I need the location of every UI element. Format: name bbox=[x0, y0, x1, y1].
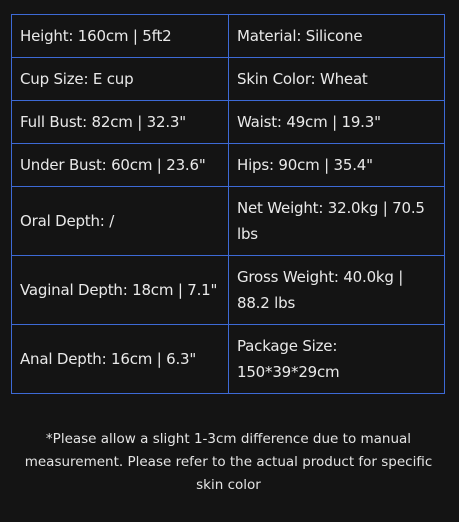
spec-row-oral bbox=[12, 187, 445, 256]
spec-full-bust: Full Bust: 82cm | 32.3" bbox=[12, 101, 229, 144]
spec-net-weight: Net Weight: 32.0kg | 70.5 lbs bbox=[229, 187, 445, 256]
spec-hips: Hips: 90cm | 35.4" bbox=[229, 144, 445, 187]
spec-row-height bbox=[12, 15, 445, 58]
spec-row-under-bust bbox=[12, 144, 445, 187]
spec-package-size: Package Size: 150*39*29cm bbox=[229, 325, 445, 394]
measurement-disclaimer: *Please allow a slight 1-3cm difference due to manual measurement. Please refer to the actual product for specific skin color bbox=[24, 431, 433, 493]
spec-skin-color: Skin Color: Wheat bbox=[229, 58, 445, 101]
specs-table bbox=[11, 14, 445, 394]
spec-oral-depth: Oral Depth: / bbox=[12, 187, 229, 256]
spec-row-bust bbox=[12, 101, 445, 144]
spec-vaginal-depth: Vaginal Depth: 18cm | 7.1" bbox=[12, 256, 229, 325]
spec-cup-size: Cup Size: E cup bbox=[12, 58, 229, 101]
spec-material: Material: Silicone bbox=[229, 15, 445, 58]
spec-under-bust: Under Bust: 60cm | 23.6" bbox=[12, 144, 229, 187]
spec-gross-weight: Gross Weight: 40.0kg | 88.2 lbs bbox=[229, 256, 445, 325]
spec-row-vaginal bbox=[12, 256, 445, 325]
spec-waist: Waist: 49cm | 19.3" bbox=[229, 101, 445, 144]
spec-height: Height: 160cm | 5ft2 bbox=[12, 15, 229, 58]
spec-anal-depth: Anal Depth: 16cm | 6.3" bbox=[12, 325, 229, 394]
spec-row-cup bbox=[12, 58, 445, 101]
spec-row-anal bbox=[12, 325, 445, 394]
